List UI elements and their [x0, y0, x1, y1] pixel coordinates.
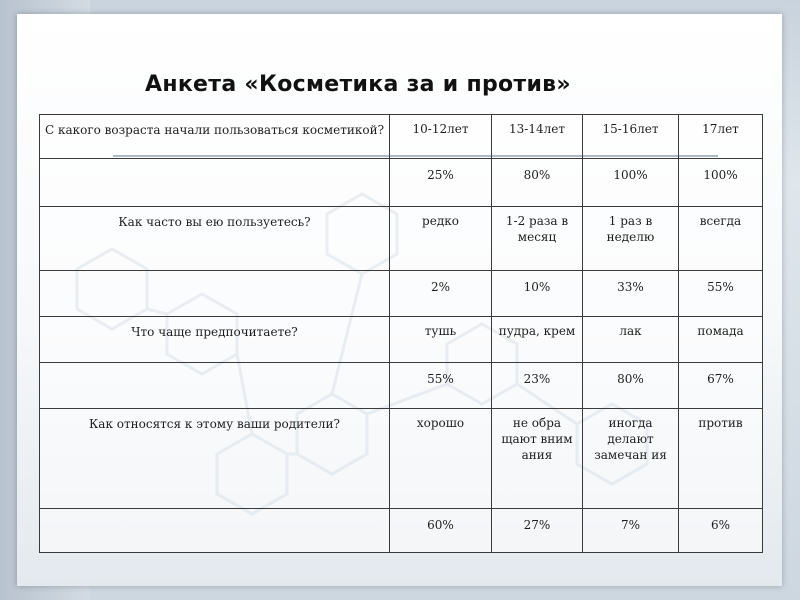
percent-cell: 23% [492, 363, 583, 409]
percent-cell: 100% [679, 159, 763, 207]
empty-cell [40, 363, 390, 409]
empty-cell [40, 271, 390, 317]
question-cell: С какого возраста начали пользоваться косметикой? [40, 115, 390, 159]
option-cell: 15-16лет [583, 115, 679, 159]
percent-cell: 67% [679, 363, 763, 409]
percent-cell: 25% [390, 159, 492, 207]
percent-cell: 33% [583, 271, 679, 317]
percent-cell: 7% [583, 509, 679, 553]
table-row-percent [40, 509, 763, 553]
empty-cell [40, 159, 390, 207]
percent-cell: 6% [679, 509, 763, 553]
percent-cell: 2% [390, 271, 492, 317]
option-cell: не обра щают вним ания [492, 409, 583, 509]
option-cell: 1-2 раза в месяц [492, 207, 583, 271]
percent-cell: 27% [492, 509, 583, 553]
percent-cell: 10% [492, 271, 583, 317]
table-row-percent [40, 363, 763, 409]
table-row-question [40, 409, 763, 509]
option-cell: 13-14лет [492, 115, 583, 159]
option-cell: против [679, 409, 763, 509]
percent-cell: 60% [390, 509, 492, 553]
option-cell: пудра, крем [492, 317, 583, 363]
option-cell: редко [390, 207, 492, 271]
table-row-question [40, 115, 763, 159]
table-row-question [40, 207, 763, 271]
option-cell: всегда [679, 207, 763, 271]
option-cell: 10-12лет [390, 115, 492, 159]
percent-cell: 55% [390, 363, 492, 409]
table-row-question [40, 317, 763, 363]
percent-cell: 100% [583, 159, 679, 207]
option-cell: иногда делают замечан ия [583, 409, 679, 509]
question-cell: Что чаще предпочитаете? [40, 317, 390, 363]
percent-cell: 80% [583, 363, 679, 409]
question-cell: Как часто вы ею пользуетесь? [40, 207, 390, 271]
table-row-percent [40, 159, 763, 207]
option-cell: лак [583, 317, 679, 363]
option-cell: 17лет [679, 115, 763, 159]
table-row-percent [40, 271, 763, 317]
page-title: Анкета «Косметика за и против» [145, 72, 571, 97]
option-cell: хорошо [390, 409, 492, 509]
option-cell: тушь [390, 317, 492, 363]
option-cell: 1 раз в неделю [583, 207, 679, 271]
question-cell: Как относятся к этому ваши родители? [40, 409, 390, 509]
empty-cell [40, 509, 390, 553]
percent-cell: 80% [492, 159, 583, 207]
survey-table [39, 114, 763, 553]
percent-cell: 55% [679, 271, 763, 317]
option-cell: помада [679, 317, 763, 363]
